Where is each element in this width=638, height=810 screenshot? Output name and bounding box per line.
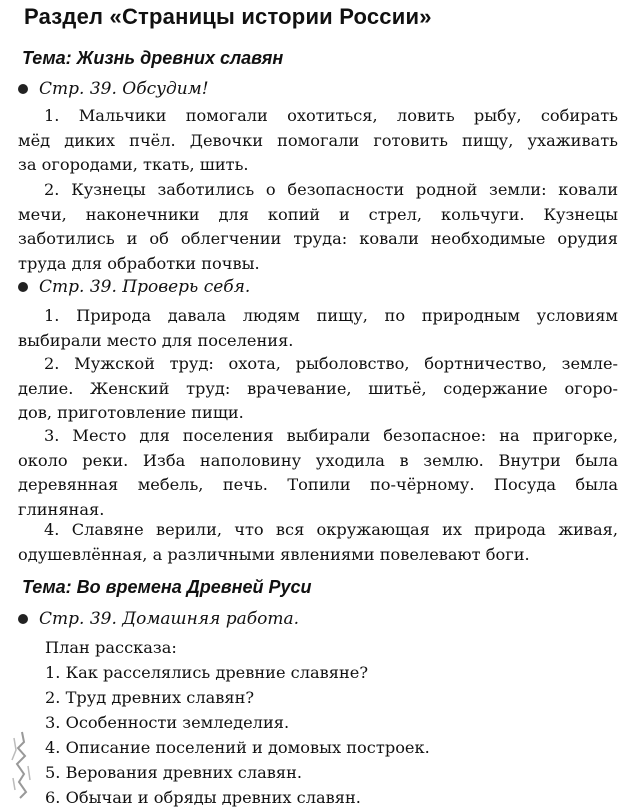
plan-list [45, 635, 605, 810]
subsection-heading [18, 609, 299, 629]
text-line: заботились и об облегчении труда: ковали необходимые орудия [18, 229, 618, 248]
topic-title: Тема: Во времена Древней Руси [22, 577, 312, 597]
text-line: за огородами, ткать, шить. [18, 155, 249, 174]
plan-item: 6. Обычаи и обряды древних славян. [45, 788, 361, 807]
text-line: 1. Природа давала людям пищу, по природным условиям [44, 306, 618, 325]
plan-label: План рассказа: [45, 638, 177, 657]
paragraph [18, 352, 618, 426]
plan-item: 3. Особенности земледелия. [45, 713, 290, 732]
bullet-icon [18, 84, 28, 94]
text-line: 2. Мужской труд: охота, рыболовство, бортничество, земле- [44, 354, 618, 373]
paragraph [18, 104, 618, 178]
text-line: 3. Место для поселения выбирали безопасное: на пригорке, [44, 426, 618, 445]
text-line: выбирали место для поселения. [18, 330, 294, 350]
subsection-heading [18, 277, 250, 297]
paragraph [18, 178, 618, 276]
plan-item: 2. Труд древних славян? [45, 688, 255, 707]
text-line: мечи, наконечники для копий и стрел, кольчуги. Кузнецы [18, 204, 618, 224]
text-line: одушевлённая, а различными явлениями повелевают боги. [18, 544, 530, 564]
section-title: Раздел «Страницы истории России» [24, 4, 432, 29]
paragraph [18, 304, 618, 353]
plan-item: 4. Описание поселений и домовых построек. [45, 738, 430, 757]
plan-item: 5. Верования древних славян. [45, 763, 303, 782]
text-line: мёд диких пчёл. Девочки помогали готовить пищу, ухаживать [18, 130, 618, 150]
scan-artifact-mark [8, 730, 34, 800]
text-line: 2. Кузнецы заботились о безопасности родной земли: ковали [44, 180, 618, 199]
paragraph [18, 424, 618, 522]
text-line: делие. Женский труд: врачевание, шитьё, содержание огоро- [18, 378, 618, 398]
topic-title: Тема: Жизнь древних славян [22, 48, 284, 68]
text-line: 1. Мальчики помогали охотиться, ловить рыбу, собирать [44, 106, 618, 125]
paragraph [18, 518, 618, 567]
bullet-icon [18, 614, 28, 624]
bullet-icon [18, 282, 28, 292]
text-line: глиняная. [18, 499, 105, 519]
subsection-heading-text: Стр. 39. Обсудим! [39, 79, 209, 99]
text-line: труда для обработки почвы. [18, 253, 260, 273]
text-line: около реки. Изба наполовину уходила в землю. Внутри была [18, 450, 618, 470]
subsection-heading [18, 79, 209, 99]
text-line: 4. Славяне верили, что вся окружающая их природа живая, [44, 520, 618, 539]
text-line: дов, приготовление пищи. [18, 403, 244, 422]
plan-item: 1. Как расселялись древние славяне? [45, 663, 369, 682]
text-line: деревянная мебель, печь. Топили по-чёрному. Посуда была [18, 475, 618, 494]
subsection-heading-text: Стр. 39. Домашняя работа. [39, 609, 300, 629]
subsection-heading-text: Стр. 39. Проверь себя. [39, 277, 251, 297]
